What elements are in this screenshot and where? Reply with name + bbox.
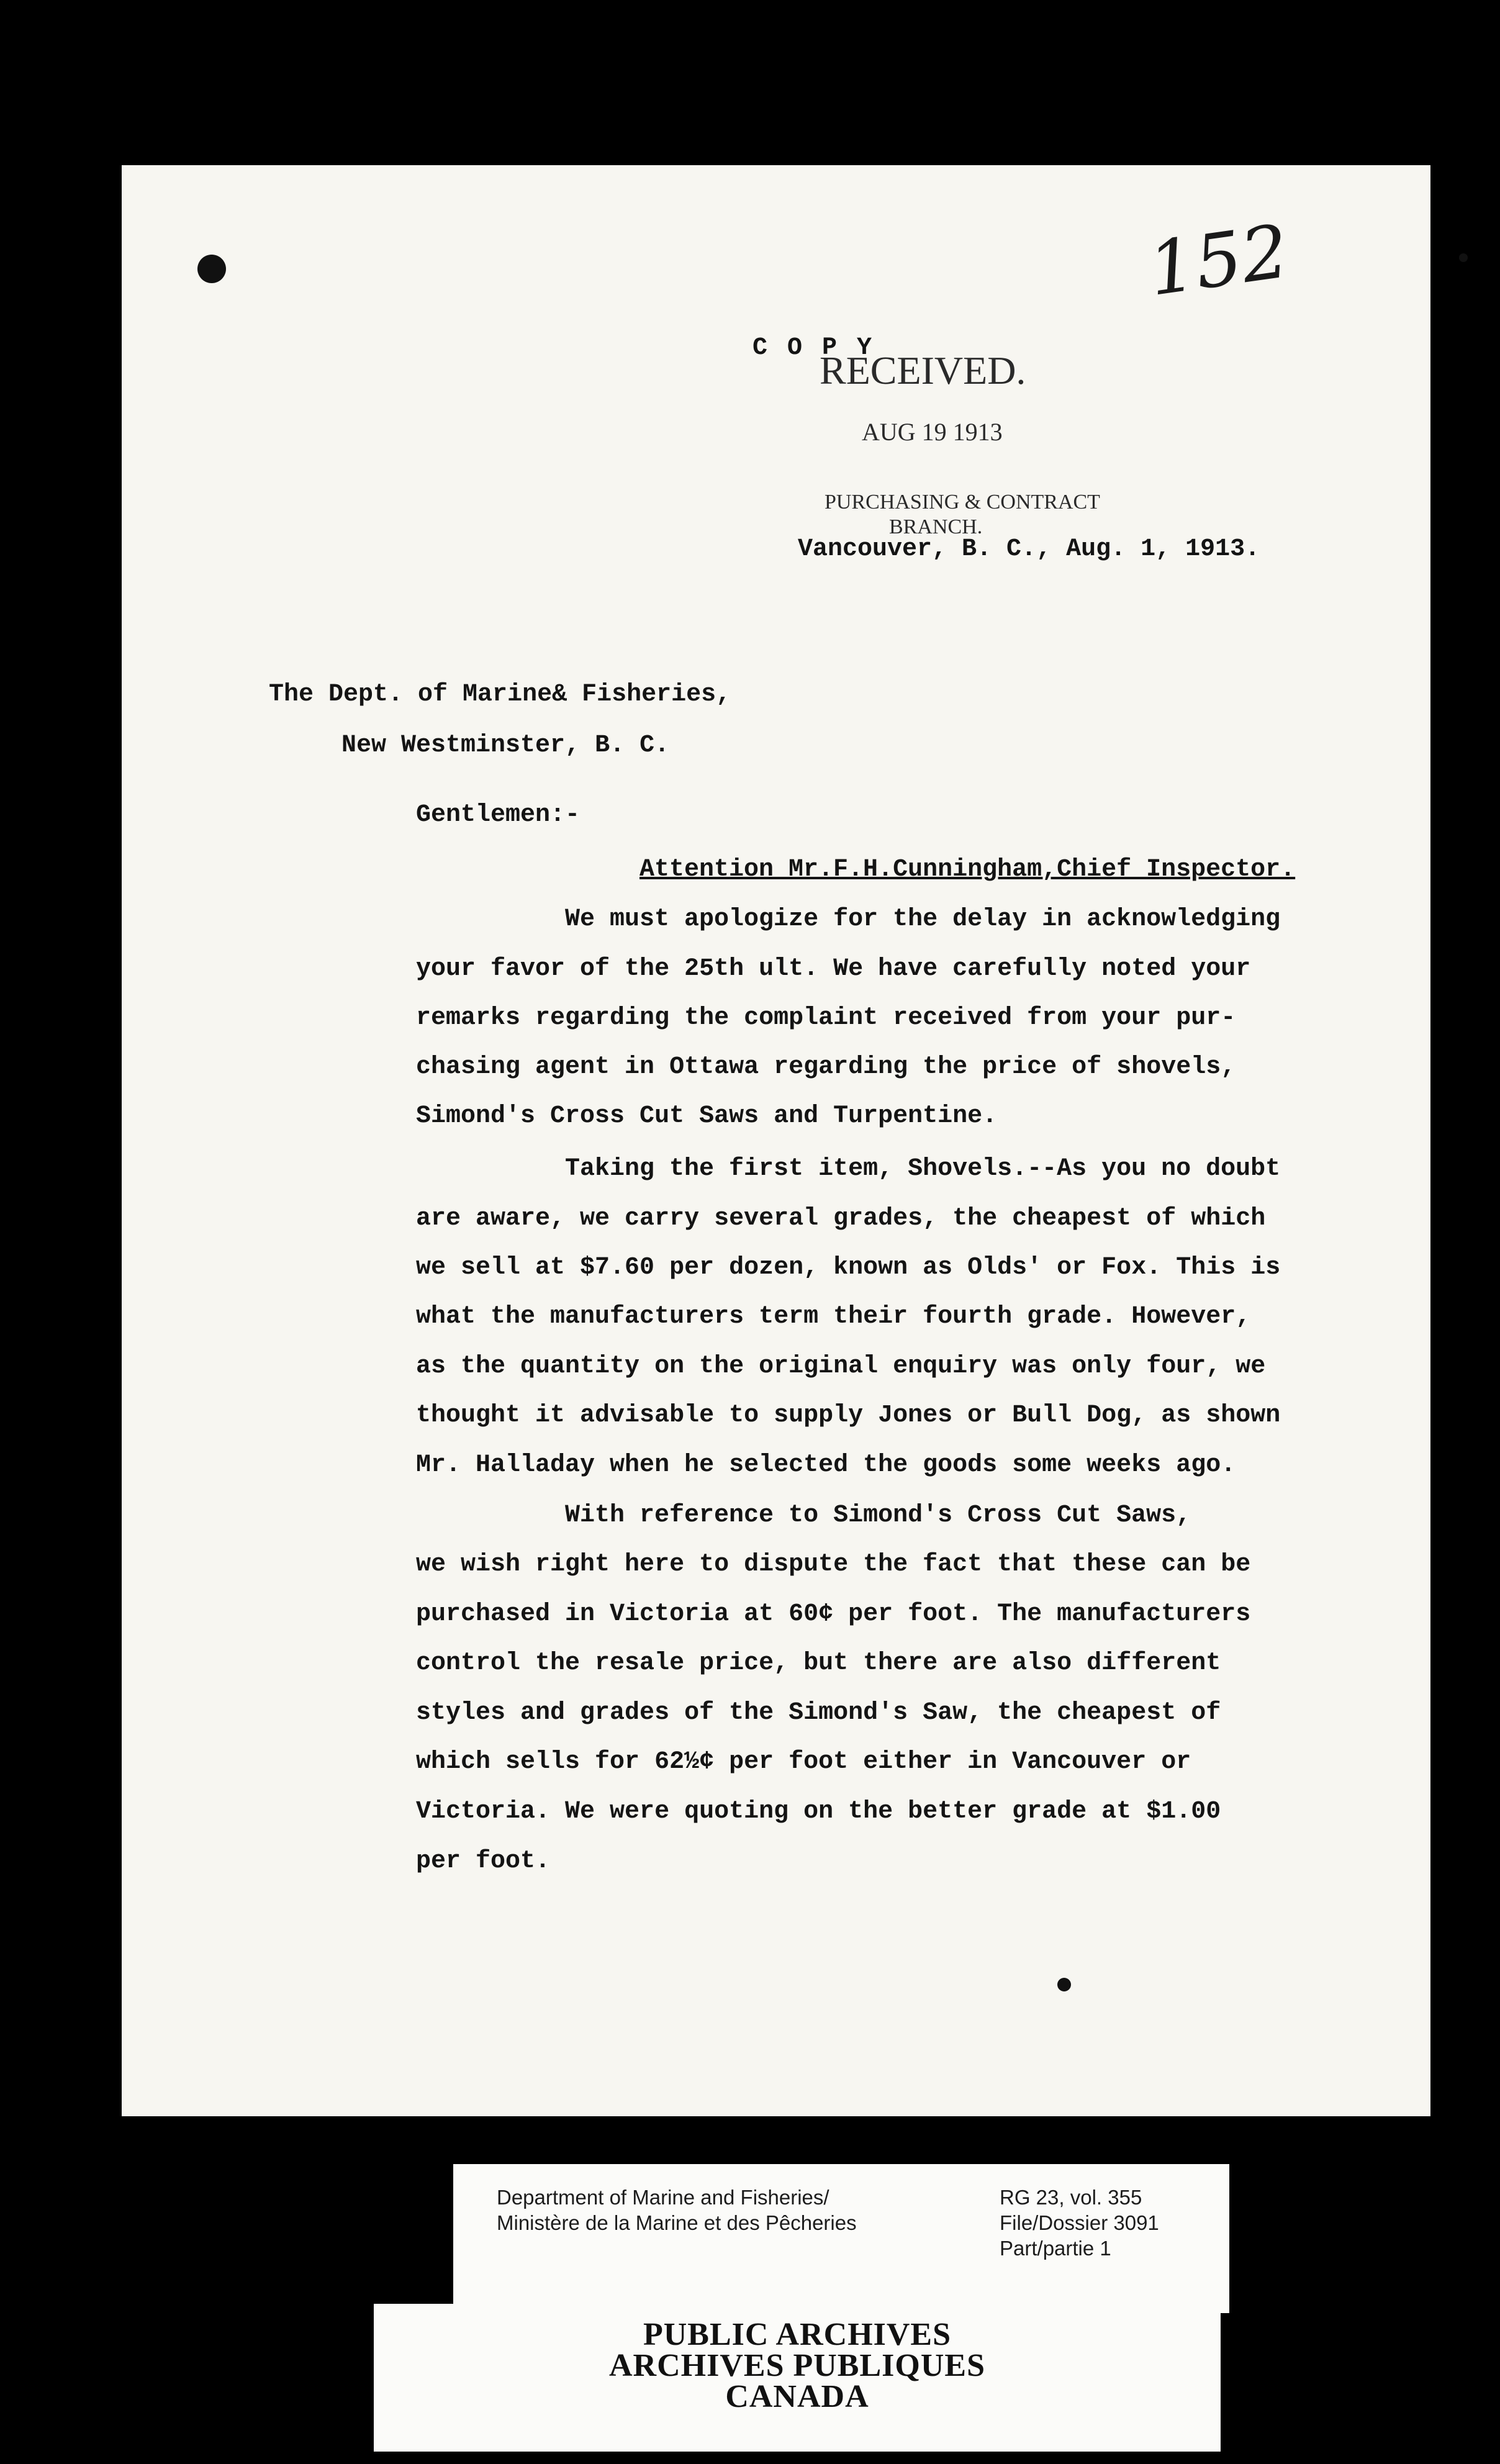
body-line: per foot. [416, 1847, 551, 1875]
public-archives-stamp [374, 2304, 1221, 2452]
file-number: File/Dossier 3091 [1000, 2211, 1159, 2234]
received-stamp-branch: PURCHASING & CONTRACT [825, 491, 1100, 514]
handwritten-page-number: 152 [1143, 207, 1294, 313]
archives-line-country: CANADA [725, 2379, 869, 2414]
body-line: Victoria. We were quoting on the better grade at $1.00 [416, 1798, 1221, 1826]
punch-hole-mark [197, 255, 226, 283]
record-group: RG 23, vol. 355 [1000, 2186, 1142, 2209]
part-number: Part/partie 1 [1000, 2237, 1111, 2260]
body-line: We must apologize for the delay in acknowledging [565, 905, 1281, 933]
body-line: chasing agent in Ottawa regarding the price of shovels, [416, 1053, 1236, 1081]
body-line: we sell at $7.60 per dozen, known as Olds' or Fox. This is [416, 1254, 1281, 1282]
received-stamp: RECEIVED. [820, 348, 1026, 392]
body-line: remarks regarding the complaint received from your pur- [416, 1004, 1236, 1032]
archives-line-english: PUBLIC ARCHIVES [643, 2317, 952, 2352]
punch-hole-mark-right [1459, 253, 1468, 262]
body-line: purchased in Victoria at 60¢ per foot. The manufacturers [416, 1600, 1251, 1628]
body-line: as the quantity on the original enquiry was only four, we [416, 1352, 1266, 1380]
copy-mark: C O P Y [752, 334, 875, 362]
place-and-date: Vancouver, B. C., Aug. 1, 1913. [798, 535, 1260, 563]
body-line: Taking the first item, Shovels.--As you no doubt [565, 1155, 1281, 1183]
archive-reference-label [453, 2164, 1229, 2313]
attention-line: Attention Mr.F.H.Cunningham,Chief Inspector. [639, 856, 1296, 884]
received-stamp-branch-2: BRANCH. [889, 515, 983, 538]
department-english: Department of Marine and Fisheries/ [497, 2186, 829, 2209]
body-line: thought it advisable to supply Jones or Bull Dog, as shown [416, 1402, 1281, 1429]
body-line: Simond's Cross Cut Saws and Turpentine. [416, 1102, 998, 1130]
addressee-line-2: New Westminster, B. C. [341, 732, 670, 759]
department-french: Ministère de la Marine et des Pêcheries [497, 2211, 857, 2234]
body-line: are aware, we carry several grades, the cheapest of which [416, 1205, 1266, 1233]
received-stamp-date: AUG 19 1913 [862, 418, 1003, 446]
body-line: what the manufacturers term their fourth grade. However, [416, 1303, 1251, 1331]
body-line: which sells for 62½¢ per foot either in Vancouver or [416, 1748, 1191, 1776]
body-line: Mr. Halladay when he selected the goods some weeks ago. [416, 1451, 1236, 1479]
body-line: we wish right here to dispute the fact that these can be [416, 1551, 1251, 1578]
ink-speck [1057, 1978, 1071, 1991]
archives-line-french: ARCHIVES PUBLIQUES [608, 2348, 986, 2383]
body-line: styles and grades of the Simond's Saw, the cheapest of [416, 1699, 1221, 1727]
salutation: Gentlemen:- [416, 801, 581, 829]
addressee-line-1: The Dept. of Marine& Fisheries, [269, 681, 731, 709]
body-line: control the resale price, but there are also different [416, 1649, 1221, 1677]
body-line: your favor of the 25th ult. We have carefully noted your [416, 955, 1251, 983]
body-line: With reference to Simond's Cross Cut Saws, [565, 1502, 1191, 1529]
